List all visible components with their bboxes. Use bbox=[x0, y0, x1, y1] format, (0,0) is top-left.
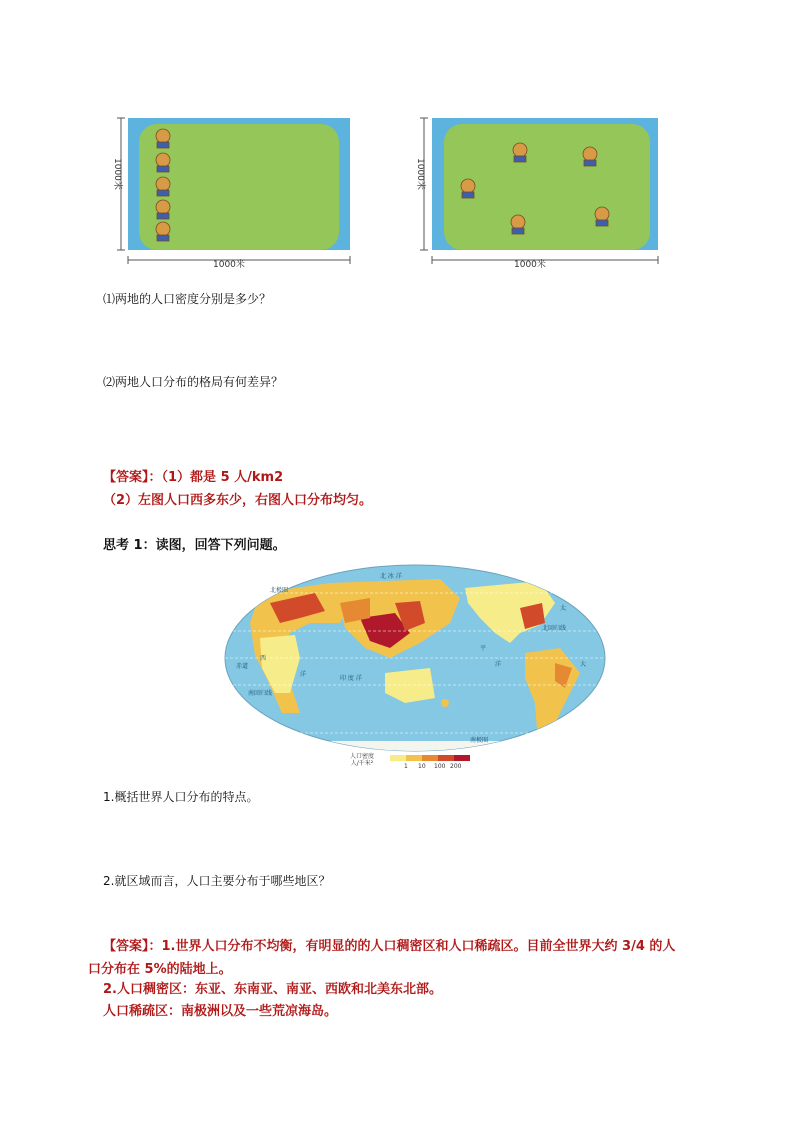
map-label-tropic-cancer: 北回归线 bbox=[542, 625, 567, 632]
legend-swatch-1 bbox=[390, 755, 406, 761]
answer-1-text: ：（1）都是 5 人/km2 bbox=[148, 470, 284, 485]
question-3: 1.概括世界人口分布的特点。 bbox=[103, 790, 259, 804]
answer-2-tag: 【答案】 bbox=[103, 939, 149, 954]
think-1-heading: 思考 1：读图，回答下列问题。 bbox=[103, 538, 286, 553]
map-label-pacific-3: 洋 bbox=[495, 661, 502, 668]
map-label-equator: 赤道 bbox=[236, 663, 249, 670]
map-label-atlantic-2: 西 bbox=[260, 655, 267, 662]
question-4: 2.就区域而言，人口主要分布于哪些地区？ bbox=[103, 874, 331, 888]
island-figure-right bbox=[412, 100, 662, 275]
legend-tick-2: 10 bbox=[418, 763, 426, 770]
left-x-axis-label: 1000米 bbox=[213, 260, 245, 270]
legend-swatches bbox=[390, 755, 470, 761]
legend-swatch-2 bbox=[406, 755, 422, 761]
legend-swatch-3 bbox=[422, 755, 438, 761]
legend-tick-3: 100 bbox=[434, 763, 446, 770]
world-map-image bbox=[220, 563, 610, 773]
legend-swatch-5 bbox=[454, 755, 470, 761]
answer-2-line-3: 2.人口稠密区：东亚、东南亚、南亚、西欧和北美东北部。 bbox=[103, 982, 442, 997]
answer-2-text-1: ：1.世界人口分布不均衡，有明显的的人口稠密区和人口稀疏区。目前全世界大约 3/4 的人 bbox=[148, 939, 676, 954]
legend-tick-4: 200 bbox=[450, 763, 462, 770]
map-label-tropic-capricorn: 南回归线 bbox=[248, 690, 273, 697]
island-figure-left bbox=[103, 100, 353, 275]
world-population-density-map bbox=[220, 563, 610, 773]
legend-title-line-1: 人口密度 bbox=[349, 753, 374, 760]
left-y-axis-label: 1000米 bbox=[112, 158, 122, 190]
map-label-pacific-1: 太 bbox=[560, 605, 567, 612]
map-legend bbox=[344, 753, 484, 773]
map-label-atlantic-3: 洋 bbox=[300, 671, 307, 678]
map-label-antarctic-circle: 南极圈 bbox=[470, 737, 489, 744]
question-1: ⑴两地的人口密度分别是多少？ bbox=[103, 292, 272, 306]
right-y-axis-label: 1000米 bbox=[415, 158, 425, 190]
legend-swatch-4 bbox=[438, 755, 454, 761]
legend-title-line-2: 人/千米² bbox=[350, 760, 374, 767]
answer-1-line-1 bbox=[103, 466, 283, 485]
island-left-image bbox=[103, 100, 353, 275]
question-2: ⑵两地人口分布的格局有何差异？ bbox=[103, 375, 284, 389]
legend-tick-1: 1 bbox=[404, 763, 408, 770]
map-label-indian-ocean: 印 度 洋 bbox=[340, 675, 362, 682]
map-label-atlantic-1: 大 bbox=[580, 661, 587, 668]
right-x-axis-label: 1000米 bbox=[514, 260, 546, 270]
answer-2-line-1 bbox=[103, 935, 675, 954]
map-label-arctic-ocean: 北 冰 洋 bbox=[380, 573, 402, 580]
answer-2-line-4: 人口稀疏区：南极洲以及一些荒凉海岛。 bbox=[103, 1004, 338, 1019]
island-right-image bbox=[412, 100, 662, 275]
answer-1-line-2: （2）左图人口西多东少，右图人口分布均匀。 bbox=[103, 493, 373, 508]
answer-2-line-2: 口分布在 5%的陆地上。 bbox=[88, 962, 232, 977]
map-label-arctic-circle: 北极圈 bbox=[270, 587, 289, 594]
answer-tag: 【答案】 bbox=[103, 470, 149, 485]
map-label-pacific-2: 平 bbox=[480, 645, 487, 652]
